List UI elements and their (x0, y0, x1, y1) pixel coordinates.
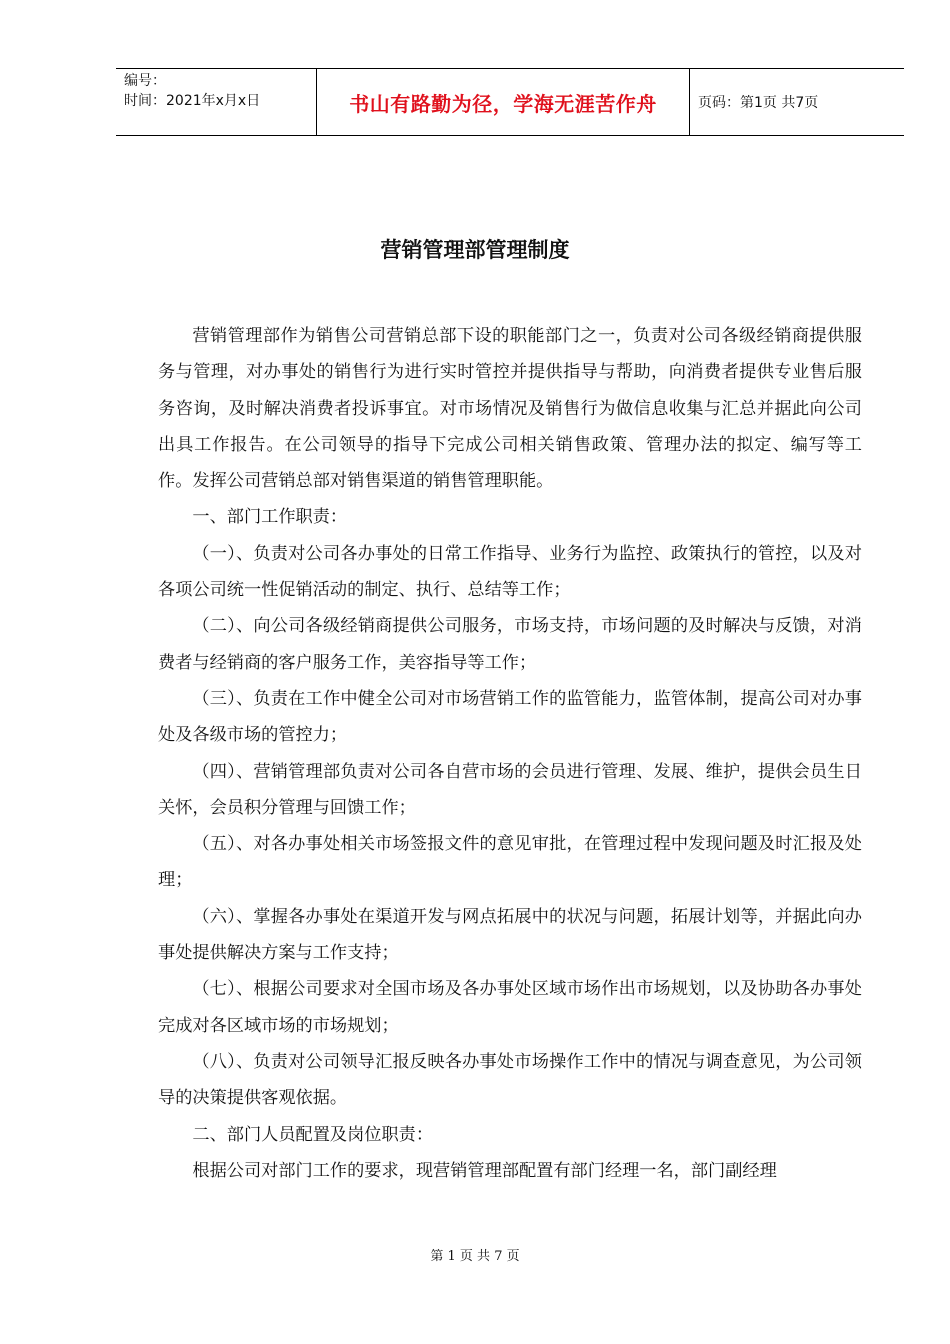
paragraph: （八）、负责对公司领导汇报反映各办事处市场操作工作中的情况与调查意见，为公司领导的决策提供客观依据。 (158, 1051, 862, 1109)
paragraph: （三）、负责在工作中健全公司对市场营销工作的监管能力，监管体制，提高公司对办事处及各级市场的管控力； (158, 688, 862, 746)
header-meta (116, 69, 316, 135)
page-label: 页码：第1页 共7页 (698, 95, 819, 111)
paragraph: （六）、掌握各办事处在渠道开发与网点拓展中的状况与问题，拓展计划等，并据此向办事处提供解决方案与工作支持； (158, 906, 862, 964)
paragraph: 二、部门人员配置及岗位职责： (192, 1124, 434, 1145)
paragraph: 根据公司对部门工作的要求，现营销管理部配置有部门经理一名，部门副经理 (192, 1160, 777, 1181)
page-header (116, 68, 904, 136)
paragraph: （七）、根据公司要求对全国市场及各办事处区域市场作出市场规划，以及协助各办事处完成对各区域市场的市场规划； (158, 979, 862, 1036)
time-label: 时间：2021年x月x日 (124, 93, 261, 109)
paragraph: （五）、对各办事处相关市场签报文件的意见审批，在管理过程中发现问题及时汇报及处理； (158, 834, 862, 891)
paragraph: （一）、负责对公司各办事处的日常工作指导、业务行为监控、政策执行的管控，以及对各项公司统一性促销活动的制定、执行、总结等工作； (158, 543, 862, 601)
paragraph: 营销管理部作为销售公司营销总部下设的职能部门之一，负责对公司各级经销商提供服务与管理，对办事处的销售行为进行实时管控并提供指导与帮助，向消费者提供专业售后服务咨询，及时解决消费者投诉事宜。对市场情况及销售行为做信息收集与汇总并据此向公司出具工作报告。在公司领导的指导下完成公司相关销售政策、管理办法的拟定、编写等工作。发挥公司营销总部对销售渠道的销售管理职能。 (158, 326, 862, 492)
page-footer: 第 1 页 共 7 页 (430, 1249, 520, 1264)
header-motto-cell (316, 69, 690, 135)
header-page-cell (690, 69, 904, 135)
document-title: 营销管理部管理制度 (380, 238, 570, 262)
paragraph: 一、部门工作职责： (192, 507, 348, 528)
paragraph: （二）、向公司各级经销商提供公司服务，市场支持，市场问题的及时解决与反馈，对消费者与经销商的客户服务工作，美容指导等工作； (158, 616, 862, 673)
motto-text: 书山有路勤为径，学海无涯苦作舟 (349, 91, 657, 116)
paragraph: （四）、营销管理部负责对公司各自营市场的会员进行管理、发展、维护，提供会员生日关怀，会员积分管理与回馈工作； (158, 761, 862, 818)
number-label: 编号： (124, 73, 166, 89)
document-body (158, 318, 862, 1189)
